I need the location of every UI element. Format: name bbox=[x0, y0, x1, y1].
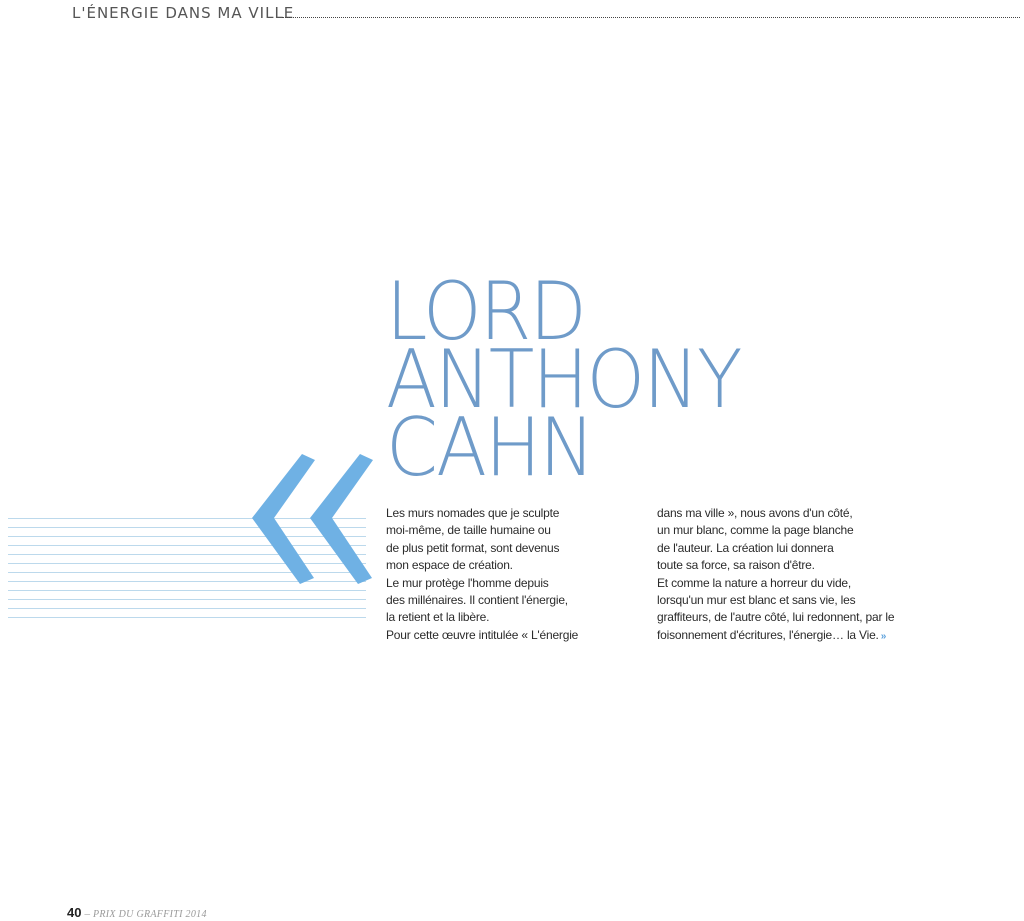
footer-separator: – bbox=[84, 908, 90, 920]
body-line: la retient et la libère. bbox=[386, 610, 490, 625]
body-line: Pour cette œuvre intitulée « L'énergie bbox=[386, 627, 579, 642]
title-line: CAHN bbox=[386, 401, 594, 494]
section-title: L'ÉNERGIE DANS MA VILLE bbox=[72, 4, 295, 22]
body-line: de l'auteur. La création lui donnera bbox=[657, 540, 834, 555]
page-footer bbox=[67, 902, 207, 921]
body-line: des millénaires. Il contient l'énergie, bbox=[386, 593, 568, 608]
header-dotted-rule bbox=[282, 17, 1020, 18]
stripe-line bbox=[8, 608, 366, 609]
continue-arrow-icon: » bbox=[880, 630, 887, 642]
body-column-right bbox=[657, 505, 894, 645]
body-line: graffiteurs, de l'autre côté, lui redonnent, par le bbox=[657, 610, 895, 625]
body-line: Le mur protège l'homme depuis bbox=[386, 575, 549, 590]
title-line: ANTHONY bbox=[386, 333, 741, 426]
body-line-text: foisonnement d'écritures, l'énergie… la Vie. bbox=[657, 627, 879, 642]
page-number: 40 bbox=[67, 905, 82, 920]
opening-quote-icon bbox=[252, 454, 378, 584]
body-line: un mur blanc, comme la page blanche bbox=[657, 523, 854, 538]
body-line: moi-même, de taille humaine ou bbox=[386, 523, 551, 538]
article-title bbox=[386, 265, 767, 494]
stripe-line bbox=[8, 599, 366, 600]
body-line: Les murs nomades que je sculpte bbox=[386, 506, 560, 520]
body-line: lorsqu'un mur est blanc et sans vie, les bbox=[657, 593, 856, 608]
stripe-line bbox=[8, 590, 366, 591]
body-line-last bbox=[657, 627, 894, 645]
publication-name: PRIX DU GRAFFITI 2014 bbox=[92, 909, 207, 920]
body-line: mon espace de création. bbox=[386, 558, 513, 573]
body-column-left bbox=[386, 505, 578, 644]
body-line: de plus petit format, sont devenus bbox=[386, 540, 560, 555]
running-header bbox=[72, 4, 1020, 26]
body-line: dans ma ville », nous avons d'un côté, bbox=[657, 506, 853, 520]
body-line: Et comme la nature a horreur du vide, bbox=[657, 575, 852, 590]
title-line: LORD bbox=[386, 265, 585, 358]
body-line: toute sa force, sa raison d'être. bbox=[657, 558, 815, 573]
stripe-line bbox=[8, 617, 366, 618]
